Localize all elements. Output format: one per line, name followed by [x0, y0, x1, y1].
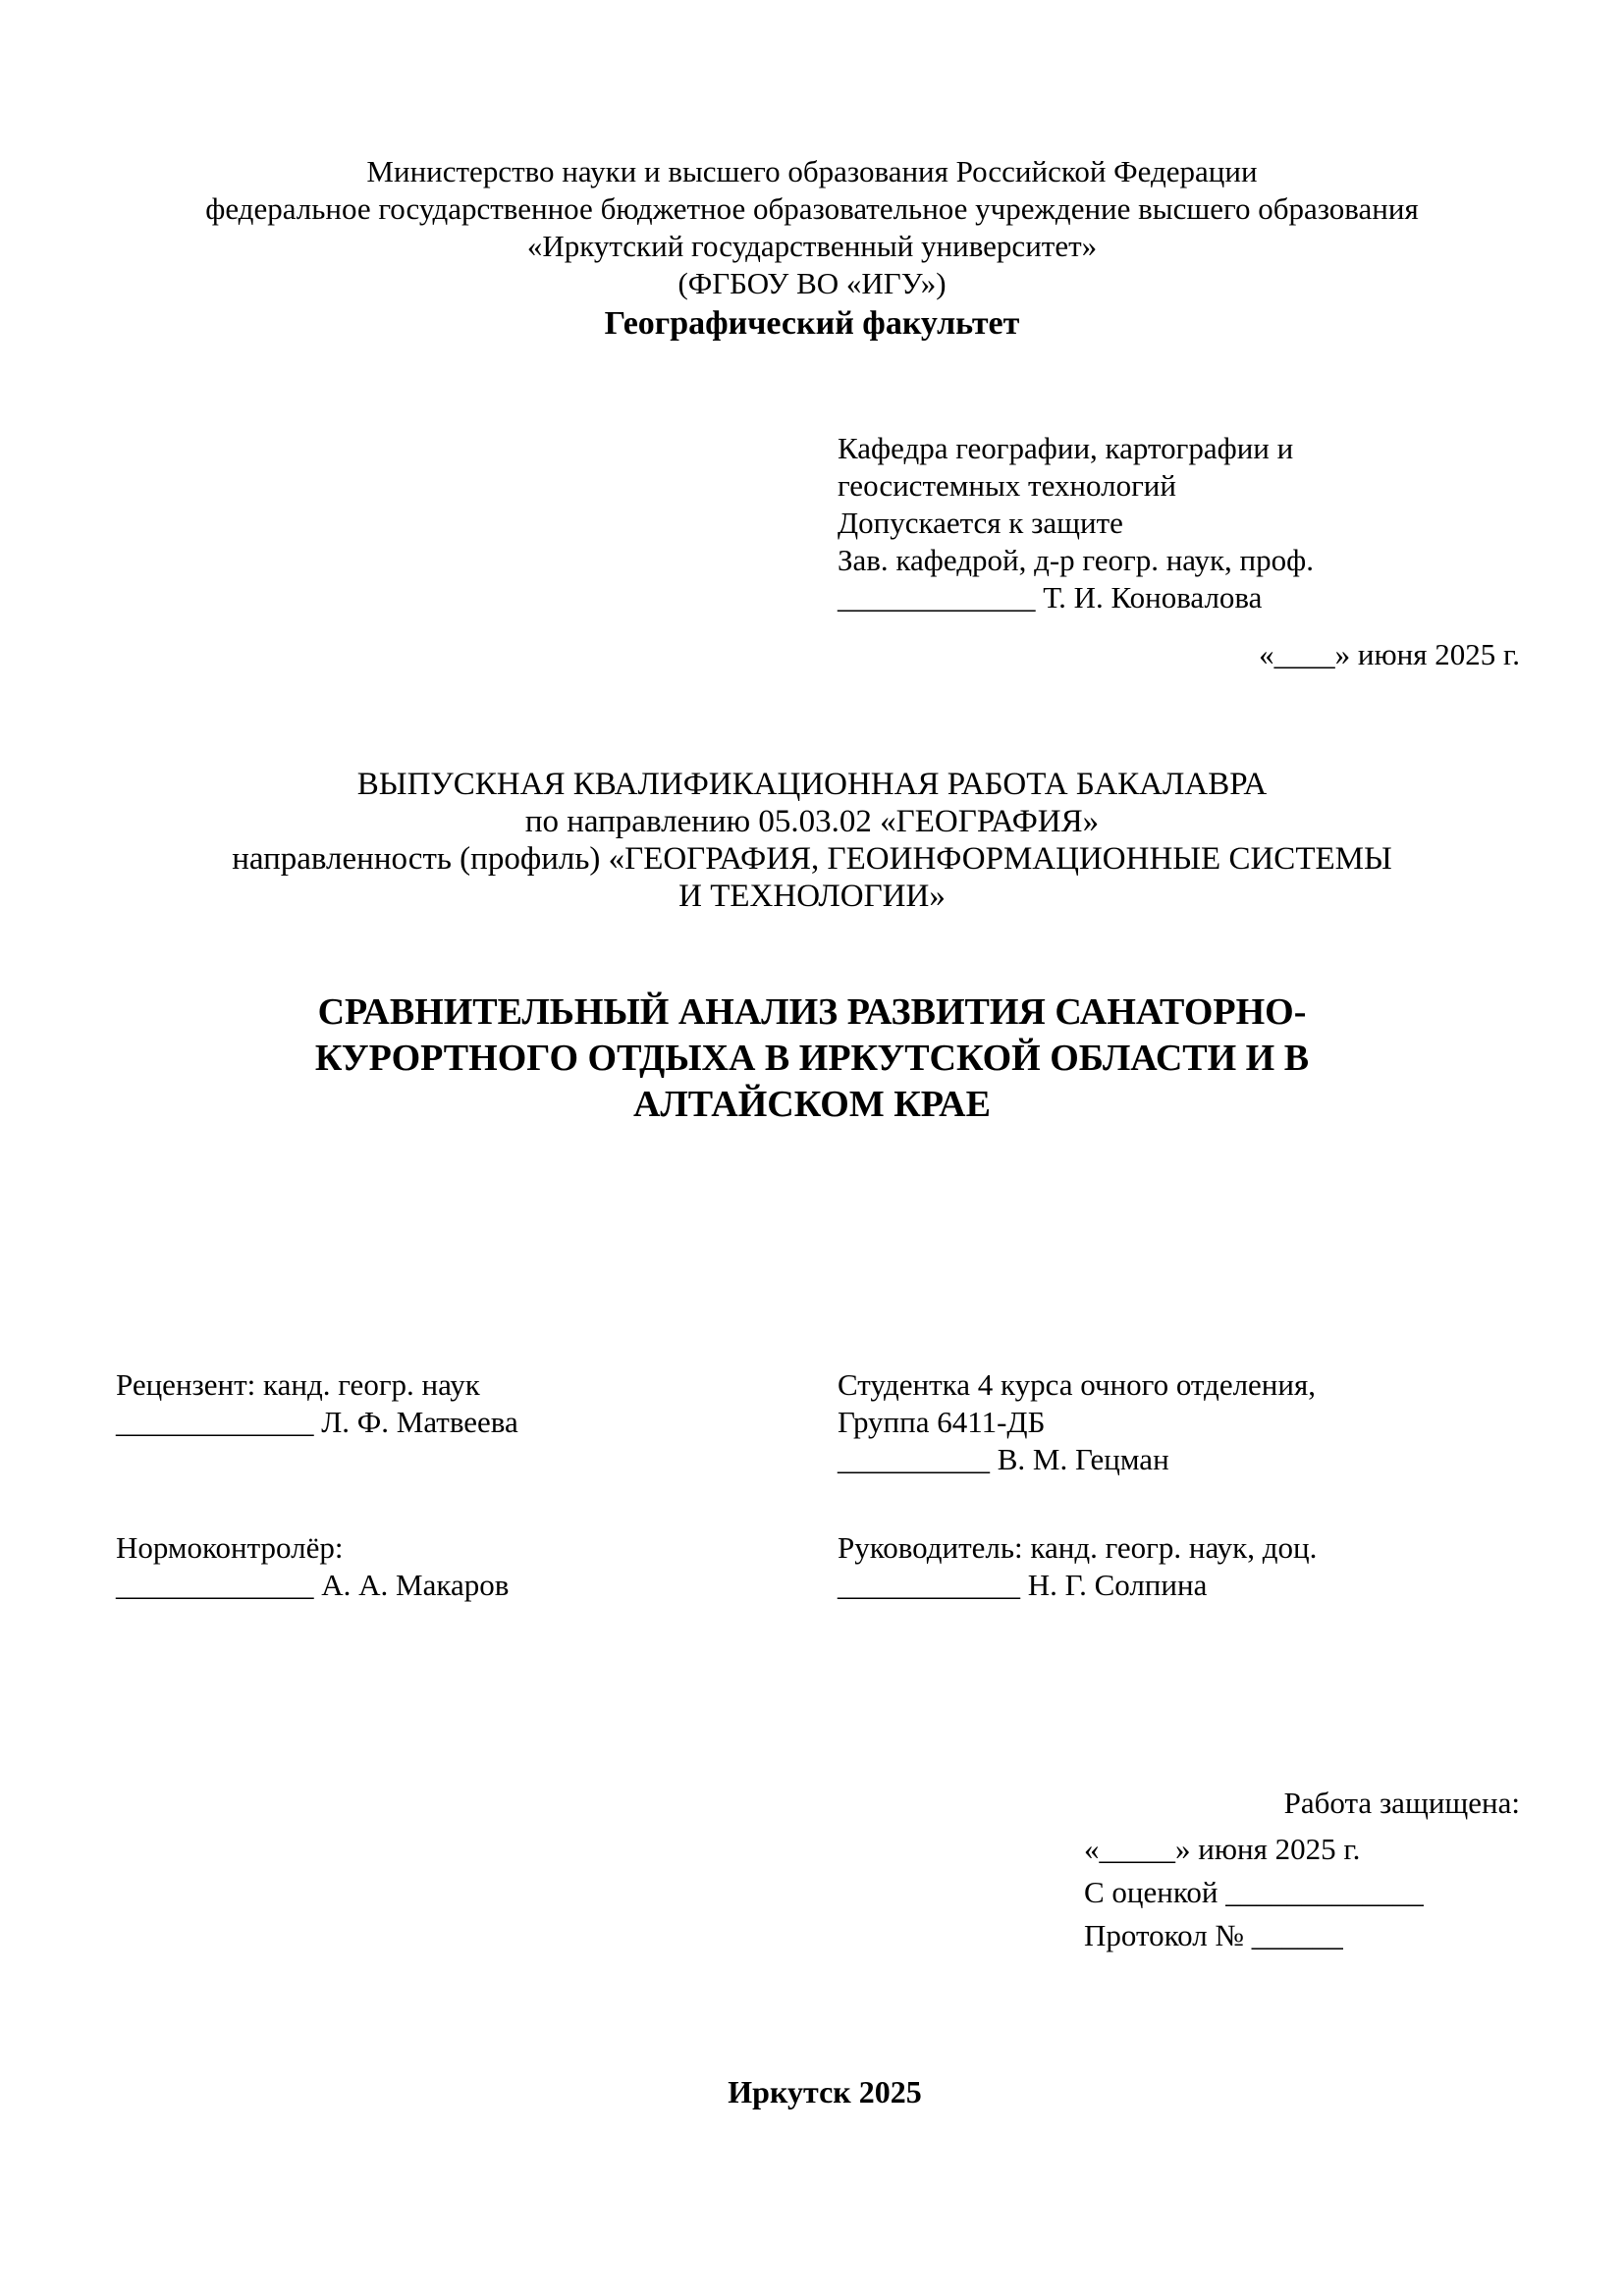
- city-year: Иркутск 2025: [728, 2074, 922, 2109]
- approval-block: [838, 430, 1525, 616]
- supervisor-signature: ____________ Н. Г. Солпина: [838, 1568, 1208, 1602]
- defense-protocol: Протокол № ______: [1084, 1918, 1343, 1952]
- student-group: Группа 6411-ДБ: [838, 1405, 1046, 1439]
- supervisor-block: [838, 1529, 1525, 1604]
- defense-label: Работа защищена:: [1283, 1786, 1520, 1820]
- normcontroller-label: Нормоконтролёр:: [116, 1530, 344, 1565]
- student-signature: __________ В. М. Гецман: [838, 1442, 1169, 1476]
- defense-grade: С оценкой _____________: [1084, 1875, 1424, 1909]
- university-name-line: «Иркутский государственный университет»: [526, 229, 1098, 263]
- thesis-title-line-1: СРАВНИТЕЛЬНЫЙ АНАЛИЗ РАЗВИТИЯ САНАТОРНО-: [317, 991, 1307, 1033]
- reviewer-signature: _____________ Л. Ф. Матвеева: [116, 1405, 518, 1439]
- thesis-title: [0, 989, 1624, 1128]
- defense-block: [1084, 1828, 1575, 1957]
- university-abbrev-line: (ФГБОУ ВО «ИГУ»): [677, 266, 947, 300]
- work-type-line-3: направленность (профиль) «ГЕОГРАФИЯ, ГЕОИНФОРМАЦИОННЫЕ СИСТЕМЫ: [232, 841, 1392, 877]
- thesis-title-line-3: АЛТАЙСКОМ КРАЕ: [633, 1084, 991, 1125]
- thesis-title-line-2: КУРОРТНОГО ОТДЫХА В ИРКУТСКОЙ ОБЛАСТИ И В: [314, 1038, 1310, 1079]
- department-line-1: Кафедра географии, картографии и: [838, 431, 1294, 465]
- head-signature-line: _____________ Т. И. Коновалова: [838, 580, 1263, 614]
- student-label: Студентка 4 курса очного отделения,: [838, 1367, 1316, 1402]
- normcontroller-block: [116, 1529, 754, 1604]
- normcontroller-signature: _____________ А. А. Макаров: [116, 1568, 510, 1602]
- work-type-line-1: ВЫПУСКНАЯ КВАЛИФИКАЦИОННАЯ РАБОТА БАКАЛАВРА: [356, 767, 1268, 802]
- institution-header: [0, 153, 1624, 346]
- approval-date: «____» июня 2025 г.: [1259, 637, 1520, 671]
- work-type-line-4: И ТЕХНОЛОГИИ»: [678, 879, 946, 914]
- student-block: [838, 1366, 1525, 1478]
- institution-type-line: федеральное государственное бюджетное образовательное учреждение высшего образования: [205, 191, 1419, 226]
- admitted-line: Допускается к защите: [838, 506, 1123, 540]
- reviewer-label: Рецензент: канд. геогр. наук: [116, 1367, 480, 1402]
- faculty-line: Географический факультет: [604, 305, 1020, 342]
- head-title-line: Зав. кафедрой, д-р геогр. наук, проф.: [838, 543, 1314, 577]
- supervisor-label: Руководитель: канд. геогр. наук, доц.: [838, 1530, 1318, 1565]
- department-line-2: геосистемных технологий: [838, 468, 1176, 503]
- defense-date: «_____» июня 2025 г.: [1084, 1832, 1361, 1866]
- ministry-line: Министерство науки и высшего образования Российской Федерации: [366, 154, 1258, 188]
- reviewer-block: [116, 1366, 754, 1441]
- work-type-line-2: по направлению 05.03.02 «ГЕОГРАФИЯ»: [524, 804, 1100, 839]
- work-type-block: [0, 766, 1624, 915]
